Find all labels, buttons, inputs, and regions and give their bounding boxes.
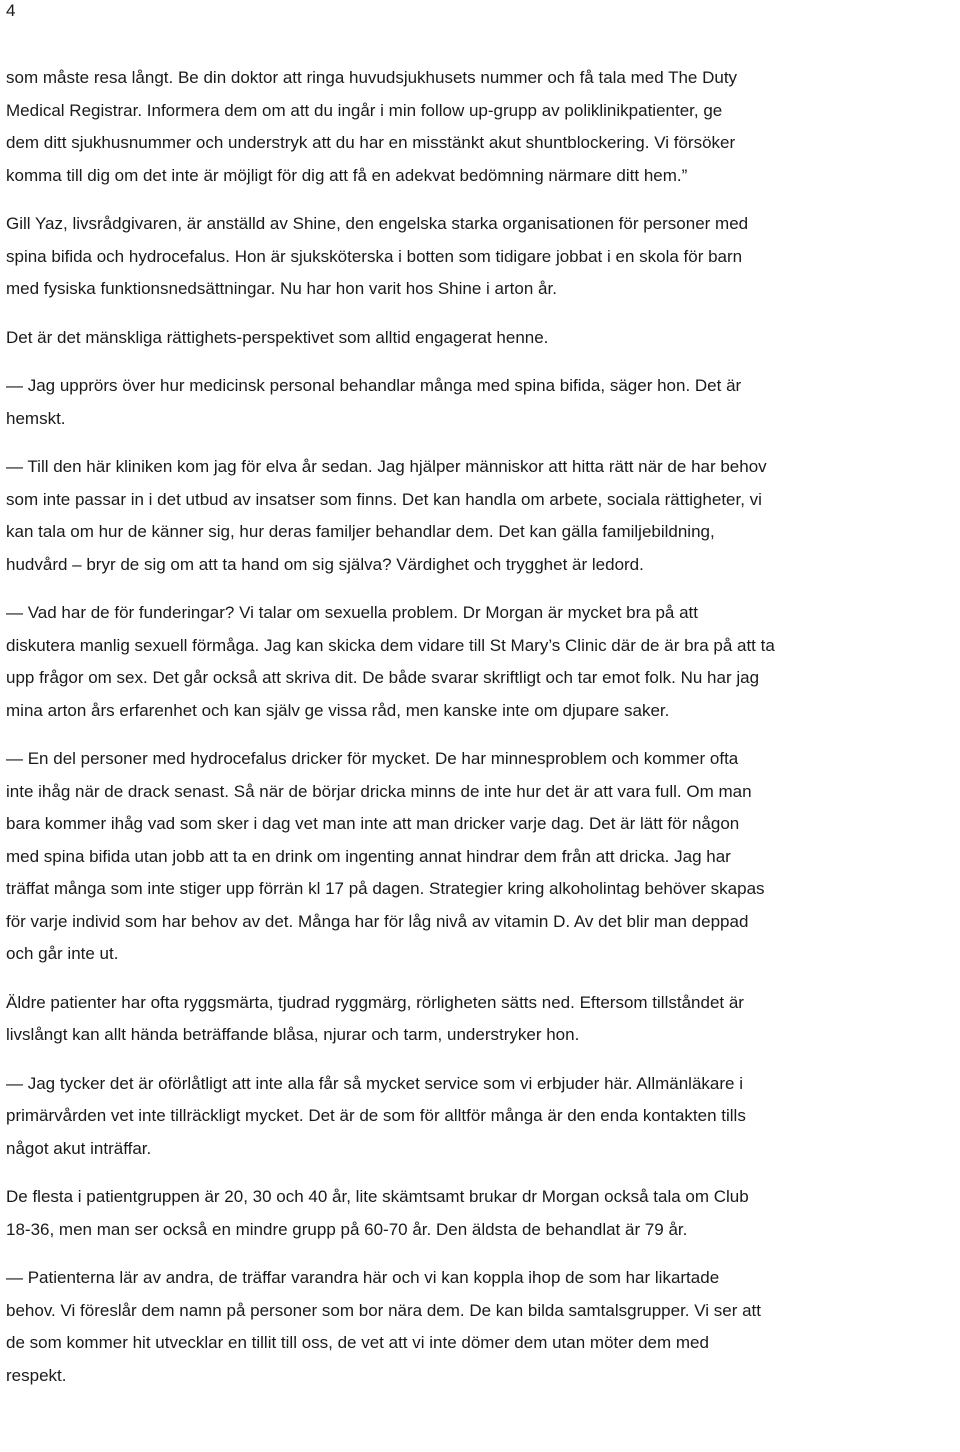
text-line: behov. Vi föreslår dem namn på personer som bor nära dem. De kan bilda samtalsgrupper. Vi ser att: [6, 1300, 762, 1320]
text-line: bara kommer ihåg vad som sker i dag vet man inte att man dricker varje dag. Det är lätt för någon: [6, 814, 740, 833]
body-text: [6, 62, 960, 1392]
text-line: primärvården vet inte tillräckligt mycket. Det är de som för alltför många är den enda kontakten tills: [6, 1106, 746, 1125]
text-line: De flesta i patientgruppen är 20, 30 och 40 år, lite skämtsamt brukar dr Morgan också tala om Club: [6, 1187, 749, 1206]
text-line: livslångt kan allt hända beträffande blåsa, njurar och tarm, understryker hon.: [6, 1025, 580, 1044]
text-line: kan tala om hur de känner sig, hur deras familjer behandlar dem. Det kan gälla familjebildning,: [6, 522, 715, 541]
text-line: hemskt.: [6, 408, 66, 428]
text-line: — Vad har de för funderingar? Vi talar om sexuella problem. Dr Morgan är mycket bra på att: [6, 603, 698, 622]
text-line: Medical Registrar. Informera dem om att du ingår i min follow up-grupp av poliklinikpatienter, ge: [6, 100, 723, 120]
paragraph: [6, 322, 958, 355]
paragraph: [6, 743, 958, 971]
paragraph: [6, 208, 958, 306]
text-line: träffat många som inte stiger upp förrän kl 17 på dagen. Strategier kring alkoholintag behöver skapas: [6, 879, 765, 898]
text-line: något akut inträffar.: [6, 1138, 152, 1158]
text-line: — Till den här kliniken kom jag för elva år sedan. Jag hjälper människor att hitta rätt när de har behov: [6, 457, 767, 476]
text-line: — En del personer med hydrocefalus dricker för mycket. De har minnesproblem och kommer ofta: [6, 749, 739, 768]
text-line: dem ditt sjukhusnummer och understryk att du har en misstänkt akut shuntblockering. Vi försöker: [6, 133, 736, 152]
text-line: komma till dig om det inte är möjligt för dig att få en adekvat bedömning närmare ditt hem.”: [6, 165, 688, 185]
page-number: 4: [6, 1, 16, 20]
text-line: mina arton års erfarenhet och kan själv ge vissa råd, men kanske inte om djupare saker.: [6, 700, 670, 720]
text-line: 18-36, men man ser också en mindre grupp på 60-70 år. Den äldsta de behandlat är 79 år.: [6, 1219, 688, 1239]
text-line: — Jag tycker det är oförlåtligt att inte alla får så mycket service som vi erbjuder här. Allmänläkare i: [6, 1073, 743, 1093]
paragraph: [6, 1262, 958, 1392]
paragraph: [6, 370, 958, 435]
text-line: för varje individ som har behov av det. Många har för låg nivå av vitamin D. Av det blir man deppad: [6, 911, 749, 931]
text-line: upp frågor om sex. Det går också att skriva dit. De både svarar skriftligt och tar emot folk. Nu har jag: [6, 668, 760, 687]
paragraph: [6, 1068, 958, 1166]
text-line: med spina bifida utan jobb att ta en drink om ingenting annat hindrar dem från att dricka. Jag har: [6, 846, 731, 866]
paragraph: [6, 451, 958, 581]
text-line: Äldre patienter har ofta ryggsmärta, tjudrad ryggmärg, rörligheten sätts ned. Eftersom tillståndet är: [6, 992, 744, 1012]
paragraph: [6, 62, 958, 192]
text-line: med fysiska funktionsnedsättningar. Nu har hon varit hos Shine i arton år.: [6, 279, 557, 298]
text-line: som måste resa långt. Be din doktor att ringa huvudsjukhusets nummer och få tala med The Duty: [6, 68, 738, 87]
paragraph: [6, 987, 958, 1052]
text-line: spina bifida och hydrocefalus. Hon är sjuksköterska i botten som tidigare jobbat i en skola för barn: [6, 246, 743, 266]
text-line: — Patienterna lär av andra, de träffar varandra här och vi kan koppla ihop de som har likartade: [6, 1268, 720, 1287]
text-line: de som kommer hit utvecklar en tillit till oss, de vet att vi inte dömer dem utan möter dem med: [6, 1333, 709, 1352]
text-line: Det är det mänskliga rättighets-perspektivet som alltid engagerat henne.: [6, 327, 549, 347]
text-line: — Jag upprörs över hur medicinsk personal behandlar många med spina bifida, säger hon. Det är: [6, 376, 742, 395]
paragraph: [6, 597, 958, 727]
text-line: respekt.: [6, 1365, 67, 1385]
text-line: diskutera manlig sexuell förmåga. Jag kan skicka dem vidare till St Mary’s Clinic där de är bra på att ta: [6, 635, 775, 655]
text-line: hudvård – bryr de sig om att ta hand om sig själva? Värdighet och trygghet är ledord.: [6, 554, 644, 574]
text-line: Gill Yaz, livsrådgivaren, är anställd av Shine, den engelska starka organisationen för personer med: [6, 214, 749, 233]
text-line: inte ihåg när de drack senast. Så när de börjar dricka minns de inte hur det är att vara full. Om man: [6, 781, 752, 801]
text-line: och går inte ut.: [6, 944, 119, 963]
paragraph: [6, 1181, 958, 1246]
text-line: som inte passar in i det utbud av insatser som finns. Det kan handla om arbete, sociala rättigheter, vi: [6, 489, 762, 509]
